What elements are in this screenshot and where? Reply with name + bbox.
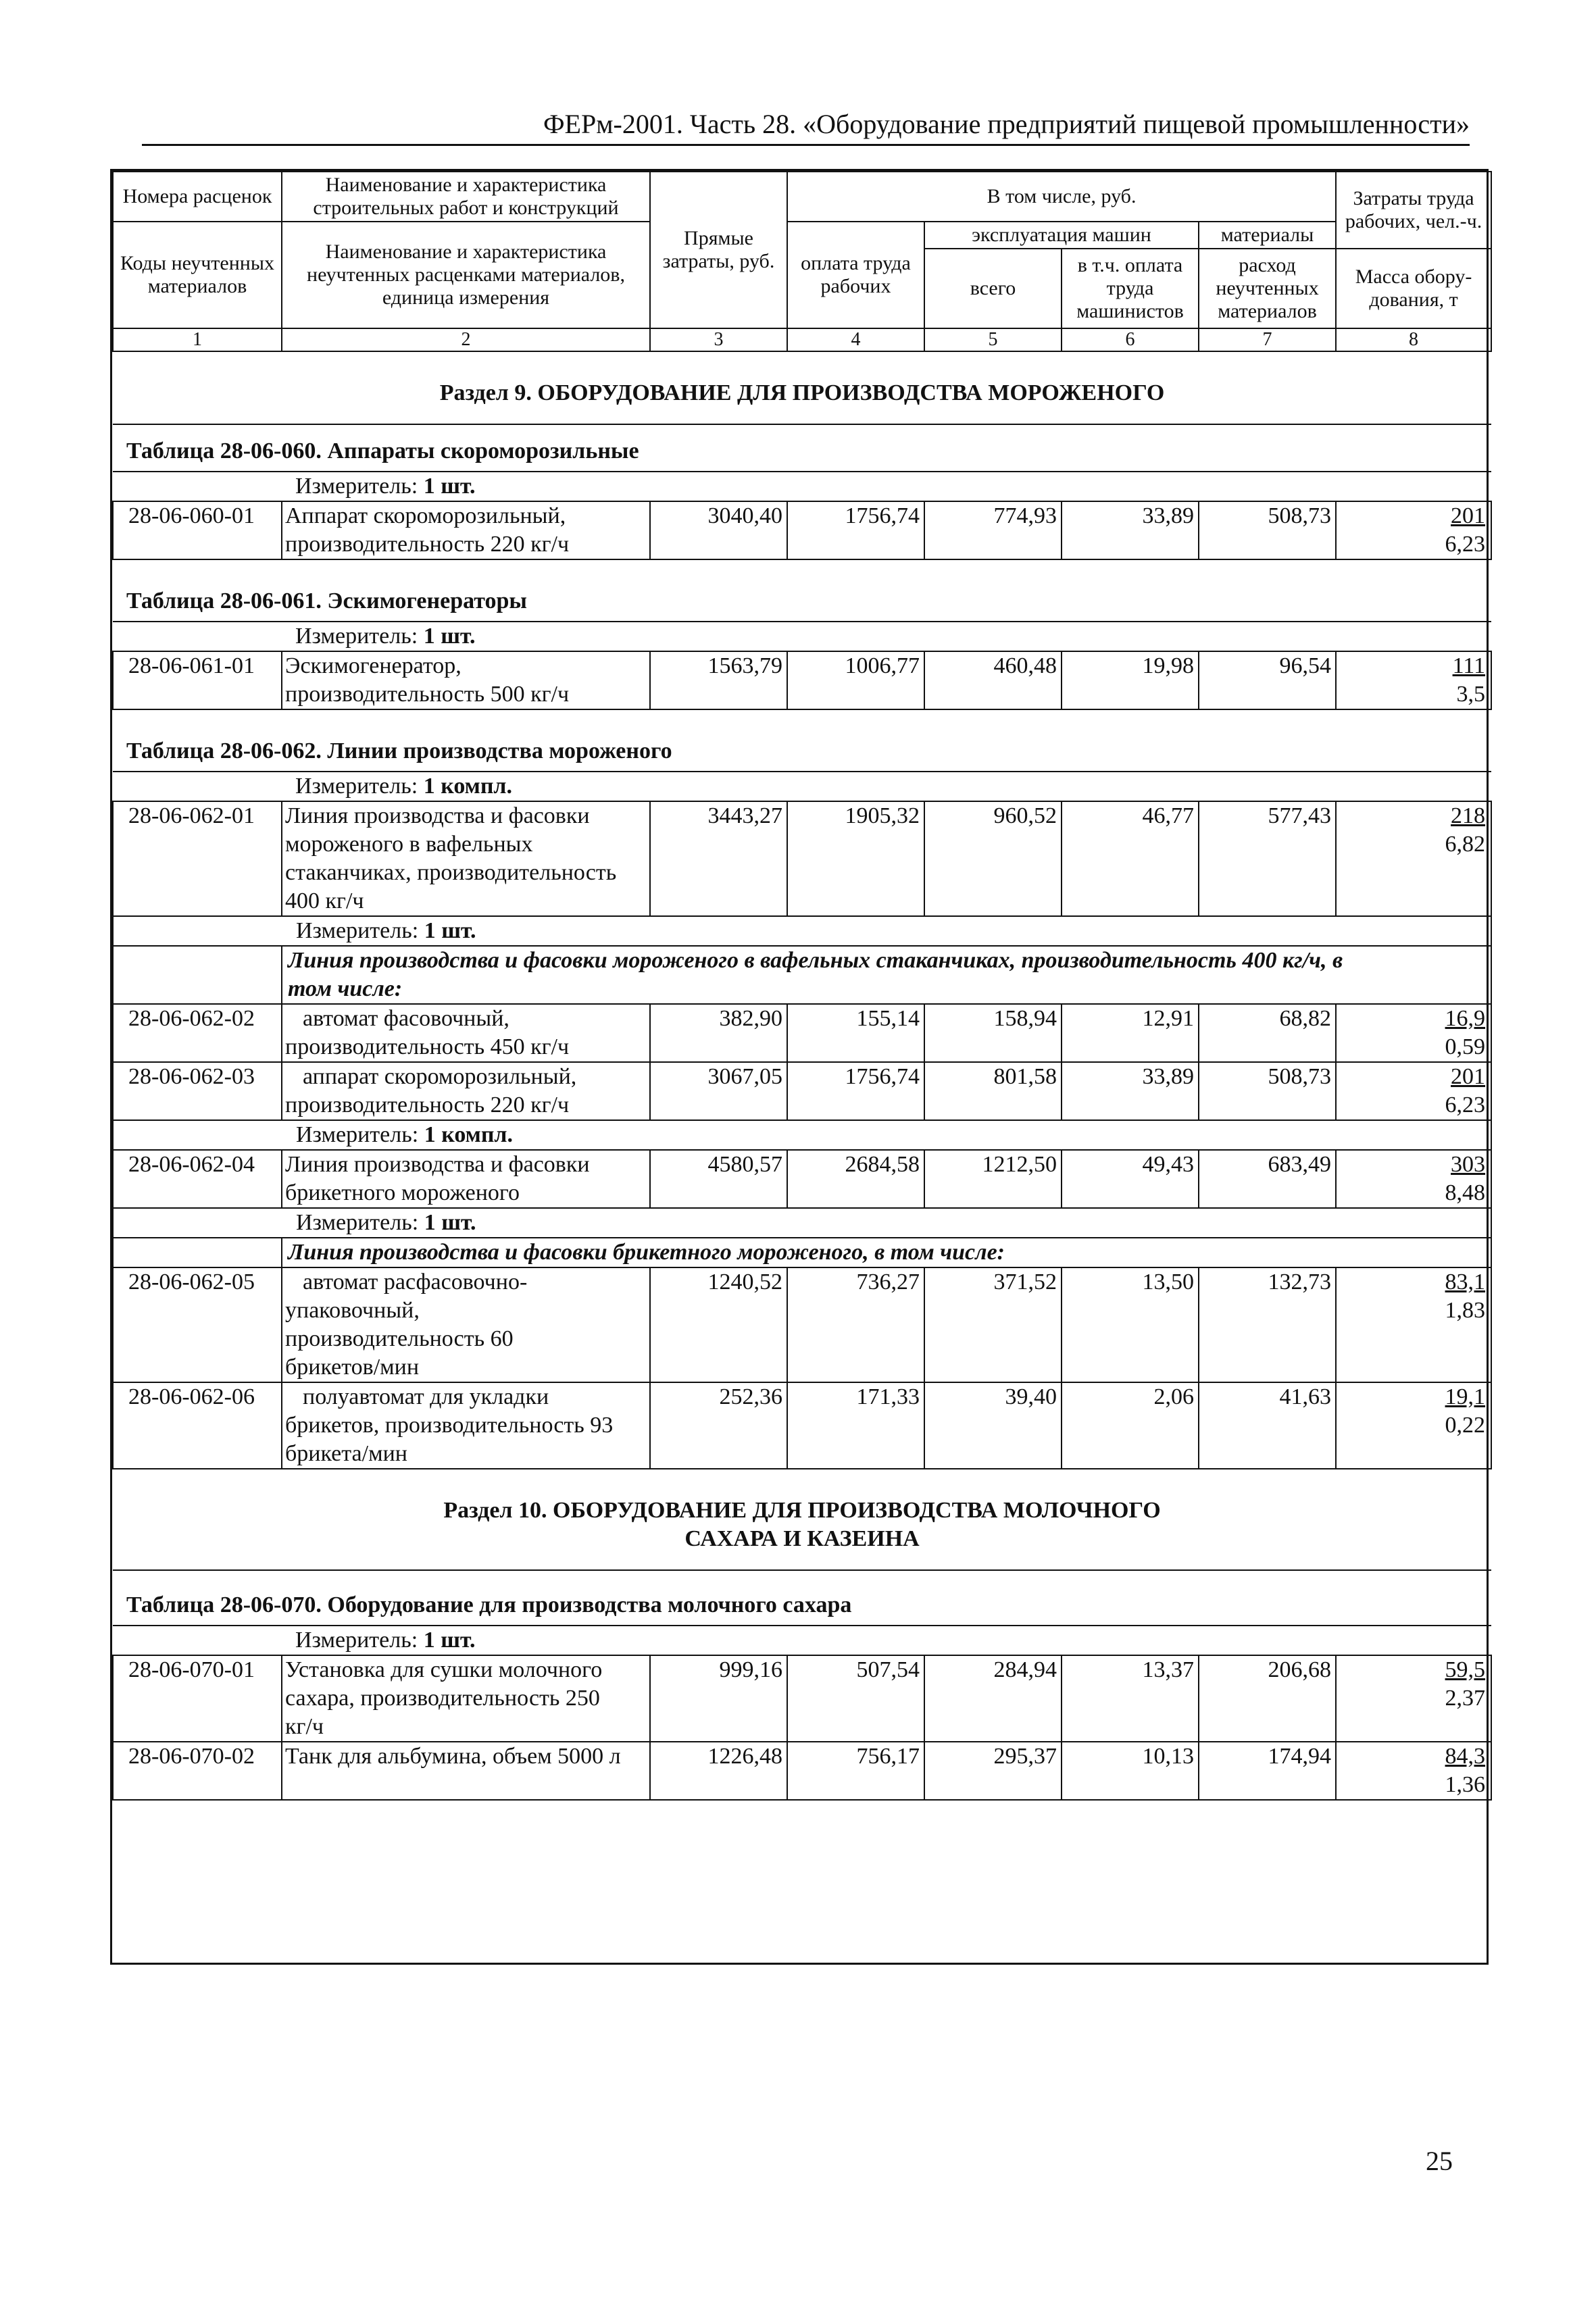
labor-cost: 1756,74 xyxy=(787,1062,924,1120)
section-title: Раздел 10. ОБОРУДОВАНИЕ ДЛЯ ПРОИЗВОДСТВА МОЛОЧНОГО САХАРА И КАЗЕИНА xyxy=(113,1469,1491,1570)
rate-name: Танк для альбумина, объем 5000 л xyxy=(282,1742,650,1800)
direct-cost: 1563,79 xyxy=(650,651,787,709)
col-materials-codes-header: Коды неучтенных материалов xyxy=(113,222,282,328)
direct-cost: 1226,48 xyxy=(650,1742,787,1800)
table-row xyxy=(113,1742,1491,1800)
table-row xyxy=(113,1150,1491,1208)
operators-cost: 2,06 xyxy=(1062,1382,1199,1469)
machines-cost: 39,40 xyxy=(924,1382,1062,1469)
col-number: 5 xyxy=(924,328,1062,351)
rate-code: 28-06-070-02 xyxy=(113,1742,282,1800)
materials-header: материалы xyxy=(1199,222,1336,249)
materials-cost: 96,54 xyxy=(1199,651,1336,709)
direct-cost: 4580,57 xyxy=(650,1150,787,1208)
machines-cost: 295,37 xyxy=(924,1742,1062,1800)
meter-row: Измеритель: 1 шт. xyxy=(113,622,1491,651)
table-title: Таблица 28-06-062. Линии производства мороженого xyxy=(113,709,1491,772)
machines-cost: 1212,50 xyxy=(924,1150,1062,1208)
materials-cost: 132,73 xyxy=(1199,1267,1336,1382)
labor-hours: 16,9 0,59 xyxy=(1336,1004,1491,1062)
meter-row: Измеритель: 1 шт. xyxy=(113,916,1491,946)
materials-cost: 508,73 xyxy=(1199,1062,1336,1120)
table-row xyxy=(113,1267,1491,1382)
direct-cost: 3067,05 xyxy=(650,1062,787,1120)
table-title: Таблица 28-06-061. Эскимогенераторы xyxy=(113,559,1491,622)
meter-row: Измеритель: 1 компл. xyxy=(113,772,1491,801)
meter-row: Измеритель: 1 шт. xyxy=(113,472,1491,501)
col-number: 3 xyxy=(650,328,787,351)
col-number: 4 xyxy=(787,328,924,351)
group-header: В том числе, руб. xyxy=(787,172,1336,222)
labor-cost: 2684,58 xyxy=(787,1150,924,1208)
rate-code: 28-06-062-02 xyxy=(113,1004,282,1062)
rate-name: Аппарат скороморозильный, производительность 220 кг/ч xyxy=(282,501,650,559)
rate-name: Линия производства и фасовки мороженого в вафельных стаканчиках, производительность 400 кг/ч xyxy=(282,801,650,916)
materials-cost: 174,94 xyxy=(1199,1742,1336,1800)
table-row xyxy=(113,801,1491,916)
col-machines-total-header: всего xyxy=(924,249,1062,328)
materials-cost: 577,43 xyxy=(1199,801,1336,916)
col-number: 2 xyxy=(282,328,650,351)
rate-code: 28-06-062-04 xyxy=(113,1150,282,1208)
direct-cost: 1240,52 xyxy=(650,1267,787,1382)
direct-cost: 3443,27 xyxy=(650,801,787,916)
subgroup-heading: Линия производства и фасовки брикетного мороженого, в том числе: xyxy=(282,1238,1491,1267)
col-direct-header: Прямые затраты, руб. xyxy=(650,172,787,328)
rate-code: 28-06-062-01 xyxy=(113,801,282,916)
col-mass-header: Масса обору-дования, т xyxy=(1336,249,1491,328)
col-materials-use-header: расход неучтенных материалов xyxy=(1199,249,1336,328)
table-row xyxy=(113,1062,1491,1120)
labor-hours: 83,1 1,83 xyxy=(1336,1267,1491,1382)
rate-code: 28-06-062-03 xyxy=(113,1062,282,1120)
machines-cost: 460,48 xyxy=(924,651,1062,709)
meter-row: Измеритель: 1 компл. xyxy=(113,1120,1491,1150)
operators-cost: 13,37 xyxy=(1062,1655,1199,1742)
materials-cost: 68,82 xyxy=(1199,1004,1336,1062)
labor-cost: 756,17 xyxy=(787,1742,924,1800)
materials-cost: 206,68 xyxy=(1199,1655,1336,1742)
col-materials-name-header: Наименование и характеристика неучтенных расценками материалов, единица измерения xyxy=(282,222,650,328)
rate-code: 28-06-060-01 xyxy=(113,501,282,559)
col-codes-header: Номера расценок xyxy=(113,172,282,222)
machines-cost: 284,94 xyxy=(924,1655,1062,1742)
section-title: Раздел 9. ОБОРУДОВАНИЕ ДЛЯ ПРОИЗВОДСТВА МОРОЖЕНОГО xyxy=(113,351,1491,424)
col-number: 7 xyxy=(1199,328,1336,351)
labor-hours: 59,5 2,37 xyxy=(1336,1655,1491,1742)
rate-name: Линия производства и фасовки брикетного мороженого xyxy=(282,1150,650,1208)
materials-cost: 508,73 xyxy=(1199,501,1336,559)
rate-code: 28-06-061-01 xyxy=(113,651,282,709)
col-hours-header: Затраты труда рабочих, чел.-ч. xyxy=(1336,172,1491,249)
direct-cost: 3040,40 xyxy=(650,501,787,559)
machines-cost: 774,93 xyxy=(924,501,1062,559)
labor-cost: 507,54 xyxy=(787,1655,924,1742)
operators-cost: 33,89 xyxy=(1062,1062,1199,1120)
machines-cost: 371,52 xyxy=(924,1267,1062,1382)
col-number: 6 xyxy=(1062,328,1199,351)
table-row xyxy=(113,1655,1491,1742)
rate-code: 28-06-062-06 xyxy=(113,1382,282,1469)
direct-cost: 999,16 xyxy=(650,1655,787,1742)
labor-cost: 736,27 xyxy=(787,1267,924,1382)
direct-cost: 252,36 xyxy=(650,1382,787,1469)
table-title: Таблица 28-06-070. Оборудование для производства молочного сахара xyxy=(113,1570,1491,1626)
operators-cost: 49,43 xyxy=(1062,1150,1199,1208)
table-row xyxy=(113,651,1491,709)
operators-cost: 19,98 xyxy=(1062,651,1199,709)
rates-table-sheet xyxy=(110,169,1489,1965)
rate-name: аппарат скороморозильный, производительность 220 кг/ч xyxy=(282,1062,650,1120)
operators-cost: 33,89 xyxy=(1062,501,1199,559)
col-operators-header: в т.ч. оплата труда машинистов xyxy=(1062,249,1199,328)
labor-cost: 1905,32 xyxy=(787,801,924,916)
labor-hours: 111 3,5 xyxy=(1336,651,1491,709)
materials-cost: 683,49 xyxy=(1199,1150,1336,1208)
machines-cost: 801,58 xyxy=(924,1062,1062,1120)
labor-hours: 201 6,23 xyxy=(1336,501,1491,559)
rate-name: автомат фасовочный, производительность 450 кг/ч xyxy=(282,1004,650,1062)
machines-header: эксплуатация машин xyxy=(924,222,1199,249)
running-title: ФЕРм-2001. Часть 28. «Оборудование предприятий пищевой промышленности» xyxy=(142,108,1470,146)
page-number: 25 xyxy=(1426,2146,1453,2176)
operators-cost: 13,50 xyxy=(1062,1267,1199,1382)
labor-hours: 218 6,82 xyxy=(1336,801,1491,916)
direct-cost: 382,90 xyxy=(650,1004,787,1062)
labor-cost: 1006,77 xyxy=(787,651,924,709)
labor-hours: 84,3 1,36 xyxy=(1336,1742,1491,1800)
rate-code: 28-06-070-01 xyxy=(113,1655,282,1742)
operators-cost: 46,77 xyxy=(1062,801,1199,916)
meter-row: Измеритель: 1 шт. xyxy=(113,1626,1491,1655)
labor-hours: 303 8,48 xyxy=(1336,1150,1491,1208)
labor-cost: 1756,74 xyxy=(787,501,924,559)
labor-hours: 19,1 0,22 xyxy=(1336,1382,1491,1469)
rate-name: автомат расфасовочно- упаковочный, производительность 60 брикетов/мин xyxy=(282,1267,650,1382)
rates-table xyxy=(112,171,1492,1801)
col-labor-header: оплата труда рабочих xyxy=(787,222,924,328)
table-header xyxy=(113,172,1491,351)
meter-row: Измеритель: 1 шт. xyxy=(113,1208,1491,1238)
col-number: 8 xyxy=(1336,328,1491,351)
col-number: 1 xyxy=(113,328,282,351)
subgroup-heading: Линия производства и фасовки мороженого в вафельных стаканчиках, производительность 400 кг/ч, в том числе: xyxy=(282,946,1491,1004)
labor-cost: 171,33 xyxy=(787,1382,924,1469)
rate-code: 28-06-062-05 xyxy=(113,1267,282,1382)
table-row xyxy=(113,1004,1491,1062)
materials-cost: 41,63 xyxy=(1199,1382,1336,1469)
labor-cost: 155,14 xyxy=(787,1004,924,1062)
table-row xyxy=(113,1382,1491,1469)
table-row xyxy=(113,501,1491,559)
table-body xyxy=(113,351,1491,1800)
operators-cost: 10,13 xyxy=(1062,1742,1199,1800)
rate-name: полуавтомат для укладки брикетов, производительность 93 брикета/мин xyxy=(282,1382,650,1469)
machines-cost: 158,94 xyxy=(924,1004,1062,1062)
labor-hours: 201 6,23 xyxy=(1336,1062,1491,1120)
rate-name: Установка для сушки молочного сахара, производительность 250 кг/ч xyxy=(282,1655,650,1742)
rate-name: Эскимогенератор, производительность 500 кг/ч xyxy=(282,651,650,709)
operators-cost: 12,91 xyxy=(1062,1004,1199,1062)
col-name-header: Наименование и характеристика строительных работ и конструкций xyxy=(282,172,650,222)
machines-cost: 960,52 xyxy=(924,801,1062,916)
table-title: Таблица 28-06-060. Аппараты скороморозильные xyxy=(113,424,1491,472)
